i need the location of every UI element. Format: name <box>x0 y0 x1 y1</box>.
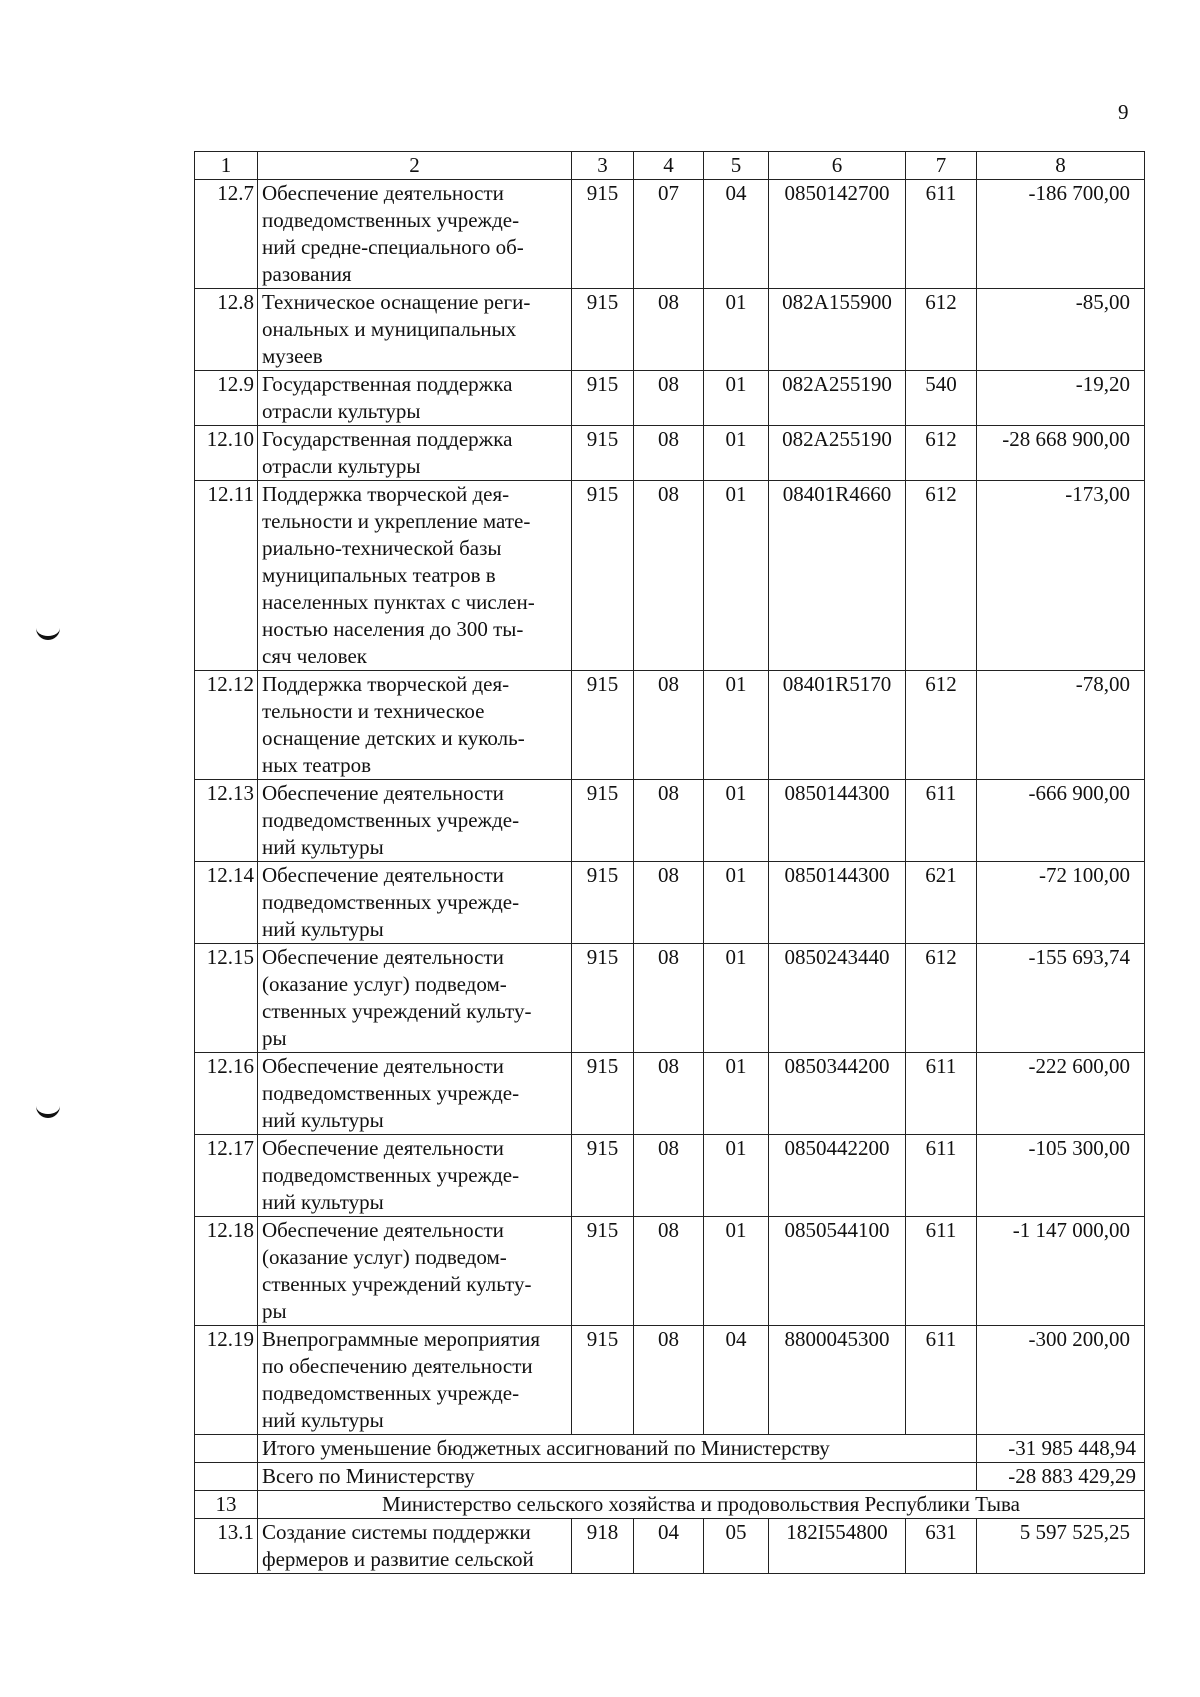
total-ministry-row-value: -28 883 429,29 <box>977 1463 1145 1491</box>
cell-col4: 07 <box>634 180 704 289</box>
cell-col7: 611 <box>906 1135 977 1217</box>
table-row <box>195 180 1145 289</box>
cell-number: 12.10 <box>195 426 258 481</box>
cell-col3: 915 <box>572 862 634 944</box>
cell-description: Обеспечение деятельности подведомственных учрежде- ний культуры <box>258 1053 572 1135</box>
cell-col7: 540 <box>906 371 977 426</box>
cell-col7: 621 <box>906 862 977 944</box>
cell-amount: -300 200,00 <box>977 1326 1145 1435</box>
cell-col3: 915 <box>572 371 634 426</box>
cell-number: 12.11 <box>195 481 258 671</box>
cell-amount: -186 700,00 <box>977 180 1145 289</box>
cell-col3: 915 <box>572 671 634 780</box>
cell-description: Поддержка творческой дея- тельности и укрепление мате- риально-технической базы муниципальных театров в населенных пунктах с числен- ностью населения до 300 ты- сяч человек <box>258 481 572 671</box>
cell-amount: -28 668 900,00 <box>977 426 1145 481</box>
cell-col5: 01 <box>704 1053 769 1135</box>
empty-cell <box>195 1435 258 1463</box>
table-row <box>195 780 1145 862</box>
cell-col5: 01 <box>704 780 769 862</box>
cell-description: Создание системы поддержки фермеров и развитие сельской <box>258 1519 572 1574</box>
total-decrease-row <box>195 1435 1145 1463</box>
cell-description: Обеспечение деятельности подведомственных учрежде- ний культуры <box>258 780 572 862</box>
cell-col6: 0850144300 <box>769 862 906 944</box>
cell-col7: 612 <box>906 944 977 1053</box>
table-row <box>195 1217 1145 1326</box>
header-cell-7: 7 <box>906 152 977 180</box>
section-number: 13 <box>195 1491 258 1519</box>
header-cell-2: 2 <box>258 152 572 180</box>
cell-col4: 04 <box>634 1519 704 1574</box>
cell-col6: 08401R5170 <box>769 671 906 780</box>
cell-amount: -222 600,00 <box>977 1053 1145 1135</box>
cell-description: Внепрограммные мероприятия по обеспечению деятельности подведомственных учрежде- ний культуры <box>258 1326 572 1435</box>
section-row <box>195 1491 1145 1519</box>
scan-mark-top <box>36 626 60 640</box>
table-row <box>195 1135 1145 1217</box>
cell-amount: -155 693,74 <box>977 944 1145 1053</box>
cell-col6: 082A255190 <box>769 426 906 481</box>
cell-number: 13.1 <box>195 1519 258 1574</box>
table-row <box>195 371 1145 426</box>
cell-col5: 01 <box>704 862 769 944</box>
cell-col7: 611 <box>906 1053 977 1135</box>
cell-col5: 01 <box>704 289 769 371</box>
cell-col6: 082A255190 <box>769 371 906 426</box>
cell-col4: 08 <box>634 1135 704 1217</box>
cell-description: Поддержка творческой дея- тельности и техническое оснащение детских и куколь- ных театров <box>258 671 572 780</box>
cell-col4: 08 <box>634 1326 704 1435</box>
cell-col5: 04 <box>704 180 769 289</box>
cell-description: Государственная поддержка отрасли культуры <box>258 426 572 481</box>
cell-number: 12.13 <box>195 780 258 862</box>
cell-description: Обеспечение деятельности подведомственных учрежде- ний культуры <box>258 862 572 944</box>
cell-description: Обеспечение деятельности подведомственных учрежде- ний культуры <box>258 1135 572 1217</box>
cell-col4: 08 <box>634 371 704 426</box>
cell-col3: 915 <box>572 481 634 671</box>
cell-col7: 611 <box>906 780 977 862</box>
scan-mark-bottom <box>36 1104 60 1118</box>
cell-description: Техническое оснащение реги- ональных и муниципальных музеев <box>258 289 572 371</box>
cell-col5: 01 <box>704 1217 769 1326</box>
cell-number: 12.7 <box>195 180 258 289</box>
cell-col5: 05 <box>704 1519 769 1574</box>
cell-col7: 611 <box>906 1326 977 1435</box>
table-row <box>195 426 1145 481</box>
empty-cell <box>195 1463 258 1491</box>
header-row <box>195 152 1145 180</box>
table-row <box>195 862 1145 944</box>
cell-col3: 915 <box>572 1217 634 1326</box>
total-decrease-row-value: -31 985 448,94 <box>977 1435 1145 1463</box>
cell-amount: 5 597 525,25 <box>977 1519 1145 1574</box>
cell-col5: 01 <box>704 371 769 426</box>
cell-col7: 611 <box>906 180 977 289</box>
cell-col4: 08 <box>634 944 704 1053</box>
cell-col3: 915 <box>572 1326 634 1435</box>
cell-number: 12.8 <box>195 289 258 371</box>
cell-number: 12.18 <box>195 1217 258 1326</box>
table-row <box>195 1519 1145 1574</box>
cell-col3: 915 <box>572 180 634 289</box>
cell-col6: 8800045300 <box>769 1326 906 1435</box>
cell-number: 12.14 <box>195 862 258 944</box>
table-row <box>195 289 1145 371</box>
cell-amount: -72 100,00 <box>977 862 1145 944</box>
cell-col6: 0850344200 <box>769 1053 906 1135</box>
cell-col7: 611 <box>906 1217 977 1326</box>
cell-description: Обеспечение деятельности подведомственных учрежде- ний средне-специального об- разования <box>258 180 572 289</box>
cell-col4: 08 <box>634 1217 704 1326</box>
cell-number: 12.16 <box>195 1053 258 1135</box>
cell-col3: 915 <box>572 426 634 481</box>
table-row <box>195 671 1145 780</box>
cell-amount: -85,00 <box>977 289 1145 371</box>
cell-description: Государственная поддержка отрасли культуры <box>258 371 572 426</box>
cell-description: Обеспечение деятельности (оказание услуг) подведом- ственных учреждений культу- ры <box>258 944 572 1053</box>
total-decrease-row-label: Итого уменьшение бюджетных ассигнований по Министерству <box>258 1435 977 1463</box>
page-number: 9 <box>1118 100 1129 124</box>
cell-amount: -173,00 <box>977 481 1145 671</box>
cell-col3: 918 <box>572 1519 634 1574</box>
header-cell-1: 1 <box>195 152 258 180</box>
cell-col4: 08 <box>634 426 704 481</box>
cell-col5: 01 <box>704 1135 769 1217</box>
cell-col7: 612 <box>906 481 977 671</box>
cell-col6: 0850243440 <box>769 944 906 1053</box>
total-ministry-row <box>195 1463 1145 1491</box>
header-cell-8: 8 <box>977 152 1145 180</box>
cell-col6: 0850442200 <box>769 1135 906 1217</box>
cell-col6: 0850144300 <box>769 780 906 862</box>
cell-col5: 01 <box>704 671 769 780</box>
cell-col3: 915 <box>572 944 634 1053</box>
cell-number: 12.12 <box>195 671 258 780</box>
cell-col4: 08 <box>634 289 704 371</box>
cell-col6: 182I554800 <box>769 1519 906 1574</box>
header-cell-5: 5 <box>704 152 769 180</box>
cell-col6: 0850544100 <box>769 1217 906 1326</box>
header-cell-3: 3 <box>572 152 634 180</box>
cell-col4: 08 <box>634 780 704 862</box>
table-row <box>195 1053 1145 1135</box>
cell-col3: 915 <box>572 780 634 862</box>
budget-table <box>194 151 1145 1574</box>
cell-col5: 01 <box>704 426 769 481</box>
cell-amount: -105 300,00 <box>977 1135 1145 1217</box>
cell-col3: 915 <box>572 289 634 371</box>
cell-col6: 082A155900 <box>769 289 906 371</box>
cell-col5: 01 <box>704 481 769 671</box>
total-ministry-row-label: Всего по Министерству <box>258 1463 977 1491</box>
cell-number: 12.17 <box>195 1135 258 1217</box>
header-cell-4: 4 <box>634 152 704 180</box>
cell-col6: 08401R4660 <box>769 481 906 671</box>
table-body <box>195 152 1145 1574</box>
cell-number: 12.19 <box>195 1326 258 1435</box>
cell-col4: 08 <box>634 671 704 780</box>
cell-col7: 612 <box>906 671 977 780</box>
header-cell-6: 6 <box>769 152 906 180</box>
cell-amount: -666 900,00 <box>977 780 1145 862</box>
cell-description: Обеспечение деятельности (оказание услуг) подведом- ственных учреждений культу- ры <box>258 1217 572 1326</box>
cell-col6: 0850142700 <box>769 180 906 289</box>
table-row <box>195 1326 1145 1435</box>
cell-col4: 08 <box>634 481 704 671</box>
cell-amount: -78,00 <box>977 671 1145 780</box>
cell-col5: 01 <box>704 944 769 1053</box>
cell-col3: 915 <box>572 1135 634 1217</box>
section-title: Министерство сельского хозяйства и продовольствия Республики Тыва <box>258 1491 1145 1519</box>
cell-amount: -19,20 <box>977 371 1145 426</box>
cell-col7: 612 <box>906 289 977 371</box>
table-row <box>195 481 1145 671</box>
cell-col4: 08 <box>634 1053 704 1135</box>
cell-number: 12.15 <box>195 944 258 1053</box>
cell-amount: -1 147 000,00 <box>977 1217 1145 1326</box>
table-row <box>195 944 1145 1053</box>
cell-col4: 08 <box>634 862 704 944</box>
cell-col7: 612 <box>906 426 977 481</box>
cell-col5: 04 <box>704 1326 769 1435</box>
cell-col7: 631 <box>906 1519 977 1574</box>
cell-col3: 915 <box>572 1053 634 1135</box>
cell-number: 12.9 <box>195 371 258 426</box>
